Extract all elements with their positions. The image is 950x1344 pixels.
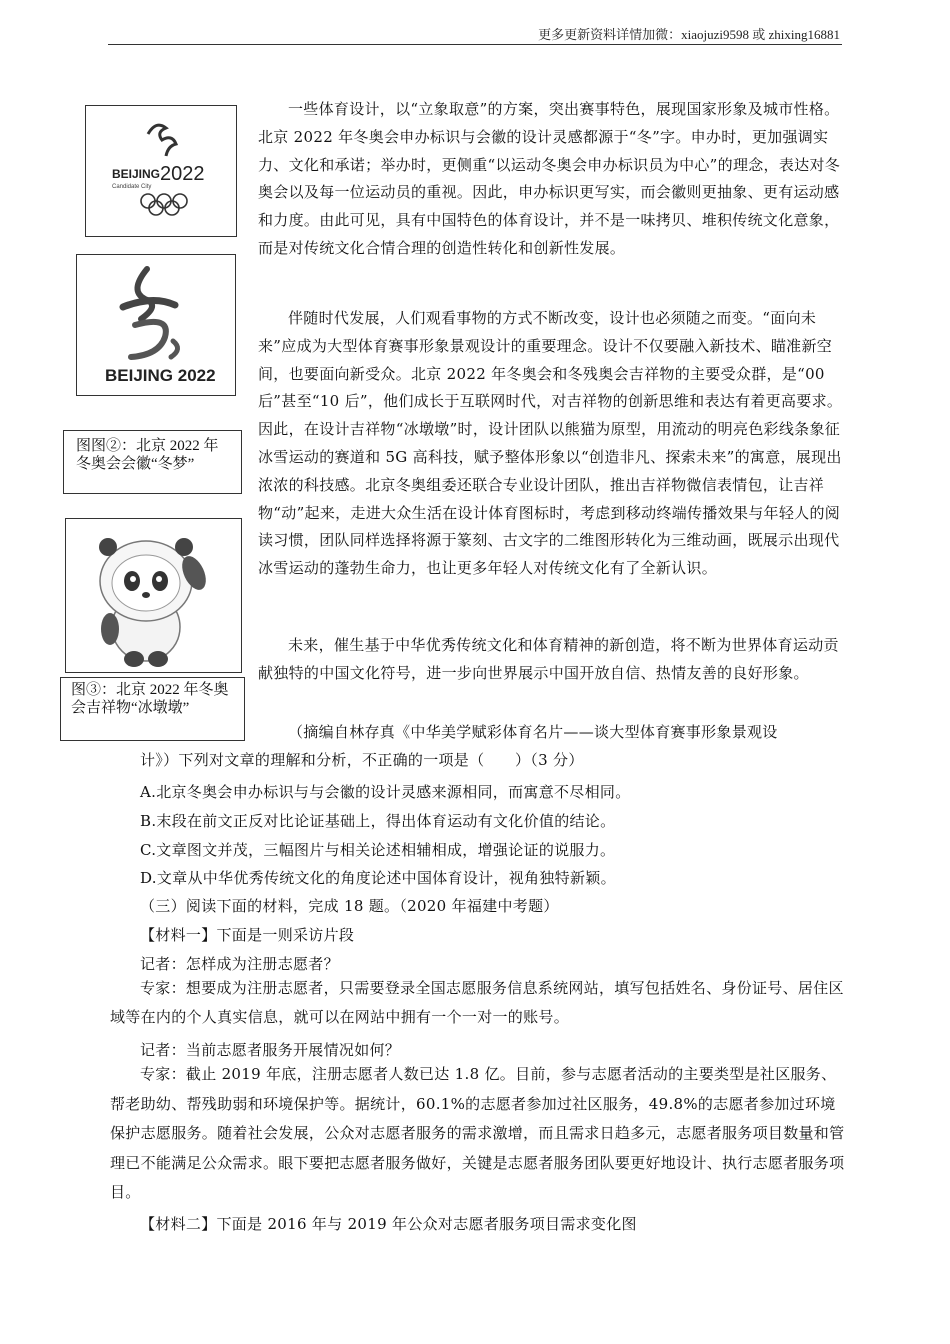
article-paragraph-3: 未来，催生基于中华优秀传统文化和体育精神的新创造，将不断为世界体育运动贡献独特的中国文化符号，进一步向世界展示中国开放自信、热情友善的良好形象。 xyxy=(258,636,839,682)
figure-emblem xyxy=(76,254,236,396)
bid-logo-image xyxy=(86,106,236,236)
page-header-text: 更多更新资料详情加微：xiaojuzi9598 或 zhixing16881 xyxy=(538,27,840,42)
option-c: C.文章图文并茂，三幅图片与相关论述相辅相成，增强论证的说服力。 xyxy=(140,841,616,859)
option-a: A.北京冬奥会申办标识与与会徽的设计灵感来源相同，而寓意不尽相同。 xyxy=(140,783,631,801)
mascot-image xyxy=(66,519,241,672)
option-d: D.文章从中华优秀传统文化的角度论述中国体育设计，视角独特新颖。 xyxy=(140,869,616,887)
bid-logo-year: 2022 xyxy=(160,163,205,185)
figure-mascot-caption: 图③：北京 2022 年冬奥会吉祥物“冰墩墩” xyxy=(60,677,245,741)
bid-logo-sub: Candidate City xyxy=(112,184,152,190)
interview-answer-1: 专家：想要成为注册志愿者，只需要登录全国志愿服务信息系统网站，填写包括姓名、身份证号、居住区域等在内的个人真实信息，就可以在网站中拥有一个一对一的账号。 xyxy=(110,979,844,1026)
interview-question-2: 记者：当前志愿者服务开展情况如何？ xyxy=(140,1041,401,1059)
question-stem: 计》）下列对文章的理解和分析，不正确的一项是（ ）（3 分） xyxy=(140,751,584,769)
article-paragraph-2: 伴随时代发展，人们观看事物的方式不断改变，设计也必须随之而变。“面向未来”应成为大型体育赛事形象景观设计的重要理念。设计不仅要融入新技术、瞄准新空间，也要面向新受众。北京 2022 年冬奥会和冬残奥会吉祥物的主要受众群，是“00 后”甚至“10 后”，他们成长于互联网时代，对吉祥物的创新思维和表达有着更高要求。因此，在设计吉祥物“冰墩墩”时，设计团队以熊猫为原型，用流动的明亮色彩线条象征冰雪运动的赛道和 5G 高科技，赋予整体形象以“创造非凡、探索未来”的寓意，展现出浓浓的科技感。北京冬奥组委还联合专业设计团队，推出吉祥物微信表情包，让吉祥物“动”起来，走进大众生活在设计体育图标时，考虑到移动终端传播效果与年轻人的阅读习惯，团队同样选择将源于篆刻、古文字的二维图形转化为三维动画，既展示出现代冰雪运动的蓬勃生命力，也让更多年轻人对传统文化有了全新认识。 xyxy=(258,309,843,578)
option-b: B.末段在前文正反对比论证基础上，得出体育运动有文化价值的结论。 xyxy=(140,812,616,830)
emblem-logo-text: BEIJING 2022 xyxy=(105,366,216,385)
figure-bid-logo xyxy=(85,105,237,237)
section3-title: （三）阅读下面的材料，完成 18 题。（2020 年福建中考题） xyxy=(140,897,559,915)
source-citation-line1: （摘编自林存真《中华美学赋彩体育名片——谈大型体育赛事形象景观设 xyxy=(288,723,778,741)
figure-emblem-caption: 图图②：北京 2022 年冬奥会会徽“冬梦” xyxy=(63,430,242,494)
figure-mascot xyxy=(65,518,242,673)
material1-title: 【材料一】下面是一则采访片段 xyxy=(140,926,355,944)
interview-question-1: 记者：怎样成为注册志愿者？ xyxy=(140,955,339,973)
interview-answer-2: 专家：截止 2019 年底，注册志愿者人数已达 1.8 亿。目前，参与志愿者活动的主要类型是社区服务、帮老助幼、帮残助弱和环境保护等。据统计，60.1%的志愿者参加过社区服务，49.8%的志愿者参加过环境保护志愿服务。随着社会发展，公众对志愿者服务的需求激增，而且需求日趋多元，志愿者服务项目数量和管理已不能满足公众需求。眼下要把志愿者服务做好，关键是志愿者服务团队要更好地设计、执行志愿者服务项目。 xyxy=(110,1065,845,1201)
material2-title: 【材料二】下面是 2016 年与 2019 年公众对志愿者服务项目需求变化图 xyxy=(140,1215,637,1233)
header-divider xyxy=(108,44,842,45)
article-paragraph-1: 一些体育设计，以“立象取意”的方案，突出赛事特色，展现国家形象及城市性格。北京 2022 年冬奥会申办标识与会徽的设计灵感都源于“冬”字。申办时，更加强调实力、文化和承诺；举办时，更侧重“以运动冬奥会申办标识员为中心”的理念，表达对冬奥会以及每一位运动员的重视。因此，申办标识更写实，而会徽则更抽象、更有运动感和力度。由此可见，具有中国特色的体育设计，并不是一味拷贝、堆积传统文化意象，而是对传统文化合情合理的创造性转化和创新性发展。 xyxy=(258,100,841,257)
bid-logo-text: BEIJING xyxy=(112,167,161,181)
olympic-rings-icon xyxy=(141,194,187,215)
emblem-image xyxy=(77,255,235,395)
